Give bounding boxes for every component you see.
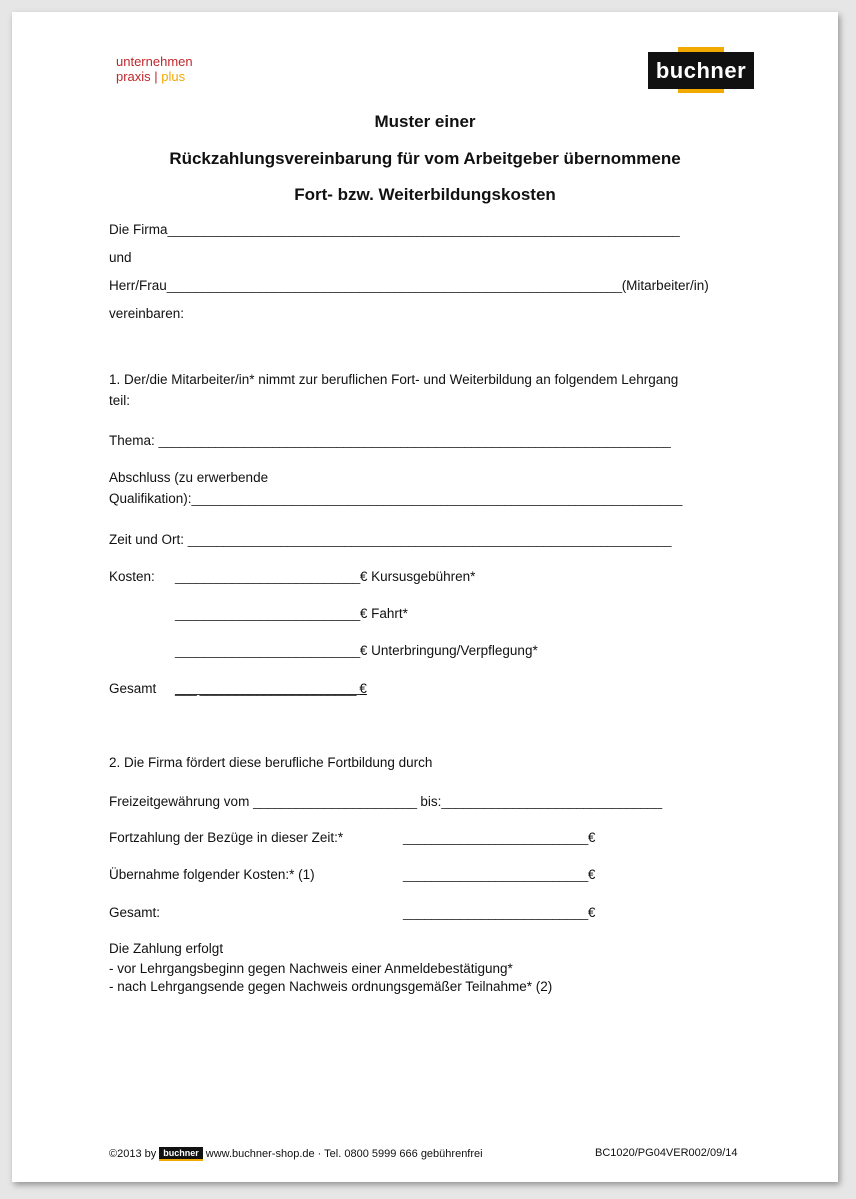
gesamt2-label: Gesamt: <box>109 905 161 920</box>
uebernahme-blank[interactable]: __________________________ <box>403 867 588 882</box>
gesamt2-field <box>403 905 595 921</box>
section2-heading: 2. Die Firma fördert diese berufliche Fortbildung durch <box>109 755 433 770</box>
cost-currency: € <box>359 569 368 584</box>
buchner-logo: buchner <box>648 52 754 89</box>
title-line-1: Muster einer <box>374 112 476 131</box>
gesamt-label: Gesamt <box>109 681 157 696</box>
gesamt-blank[interactable]: ___ ______________________ <box>175 681 360 696</box>
cost-row-kursus <box>175 569 475 585</box>
zahlung-item-1: - vor Lehrgangsbeginn gegen Nachweis einer Anmeldebestätigung* <box>109 961 513 976</box>
uebernahme-currency: € <box>587 867 596 882</box>
logo-praxis: praxis <box>116 69 151 84</box>
unternehmen-praxis-plus-logo <box>116 54 193 84</box>
logo-separator: | <box>150 69 162 84</box>
abschluss-label-line2: Qualifikation): <box>109 491 192 506</box>
gesamt-row <box>175 681 367 697</box>
bis-blank[interactable]: _______________________________ <box>441 794 662 809</box>
cost-currency: € <box>359 606 368 621</box>
abschluss-label-line1: Abschluss (zu erwerbende <box>109 470 269 485</box>
herr-row <box>109 278 709 294</box>
zeit-blank[interactable]: ____________________________________________________________________ <box>187 532 672 547</box>
fortzahlung-blank[interactable]: __________________________ <box>403 830 588 845</box>
firma-blank[interactable]: ________________________________________________________________________ <box>167 222 680 237</box>
logo-plus: plus <box>161 69 186 84</box>
fortzahlung-field <box>403 830 595 846</box>
abschluss-blank[interactable]: _____________________________________________________________________ <box>191 491 683 506</box>
footer-left <box>109 1147 483 1161</box>
footer-buchner-logo: buchner <box>159 1147 203 1161</box>
freizeit-label: Freizeitgewährung vom <box>109 794 250 809</box>
kosten-label: Kosten: <box>109 569 155 584</box>
thema-row <box>109 433 670 449</box>
title-line-3: Fort- bzw. Weiterbildungskosten <box>294 185 556 204</box>
firma-row <box>109 222 679 238</box>
zahlung-item-2: - nach Lehrgangsende gegen Nachweis ordnungsgemäßer Teilnahme* (2) <box>109 979 553 994</box>
firma-label: Die Firma <box>109 222 168 237</box>
cost-label-unterbringung: Unterbringung/Verpflegung* <box>367 643 538 658</box>
thema-blank[interactable]: ________________________________________________________________________ <box>158 433 671 448</box>
logo-line1: unternehmen <box>116 54 193 69</box>
herr-label: Herr/Frau <box>109 278 167 293</box>
fortzahlung-currency: € <box>587 830 596 845</box>
zeit-label: Zeit und Ort: <box>109 532 185 547</box>
cost-blank[interactable]: __________________________ <box>175 569 360 584</box>
gesamt2-currency: € <box>587 905 596 920</box>
section1-heading-cont: teil: <box>109 393 131 408</box>
herr-blank[interactable]: ________________________________________________________________ <box>166 278 622 293</box>
und-text: und <box>109 250 132 265</box>
cost-blank[interactable]: __________________________ <box>175 643 360 658</box>
gesamt2-blank[interactable]: __________________________ <box>403 905 588 920</box>
gesamt-currency: € <box>359 681 367 696</box>
thema-label: Thema: <box>109 433 155 448</box>
vereinbaren-text: vereinbaren: <box>109 306 185 321</box>
title-line-2: Rückzahlungsvereinbarung für vom Arbeitgeber übernommene <box>169 149 681 168</box>
herr-suffix: (Mitarbeiter/in) <box>621 278 709 293</box>
uebernahme-field <box>403 867 595 883</box>
zahlung-title: Die Zahlung erfolgt <box>109 941 224 956</box>
footer-code: BC1020/PG04VER002/09/14 <box>595 1147 738 1159</box>
document-page <box>12 12 838 1182</box>
footer-contact: www.buchner-shop.de · Tel. 0800 5999 666 gebührenfrei <box>205 1147 483 1160</box>
fortzahlung-label: Fortzahlung der Bezüge in dieser Zeit:* <box>109 830 344 845</box>
section1-heading: 1. Der/die Mitarbeiter/in* nimmt zur beruflichen Fort- und Weiterbildung an folgendem Lehrgang <box>109 372 679 387</box>
cost-row-fahrt <box>175 606 408 622</box>
bis-label: bis: <box>420 794 442 809</box>
freizeit-blank[interactable]: _______________________ <box>253 794 417 809</box>
cost-currency: € <box>359 643 368 658</box>
uebernahme-label: Übernahme folgender Kosten:* (1) <box>109 867 315 882</box>
cost-blank[interactable]: __________________________ <box>175 606 360 621</box>
cost-label-fahrt: Fahrt* <box>367 606 408 621</box>
brand-accent-bottom <box>678 89 724 93</box>
abschluss-row <box>109 491 682 507</box>
footer-copyright: ©2013 by <box>109 1147 157 1160</box>
cost-label-kursus: Kursusgebühren* <box>367 569 476 584</box>
cost-row-unterbringung <box>175 643 538 659</box>
freizeit-row <box>109 794 662 810</box>
zeit-row <box>109 532 671 548</box>
